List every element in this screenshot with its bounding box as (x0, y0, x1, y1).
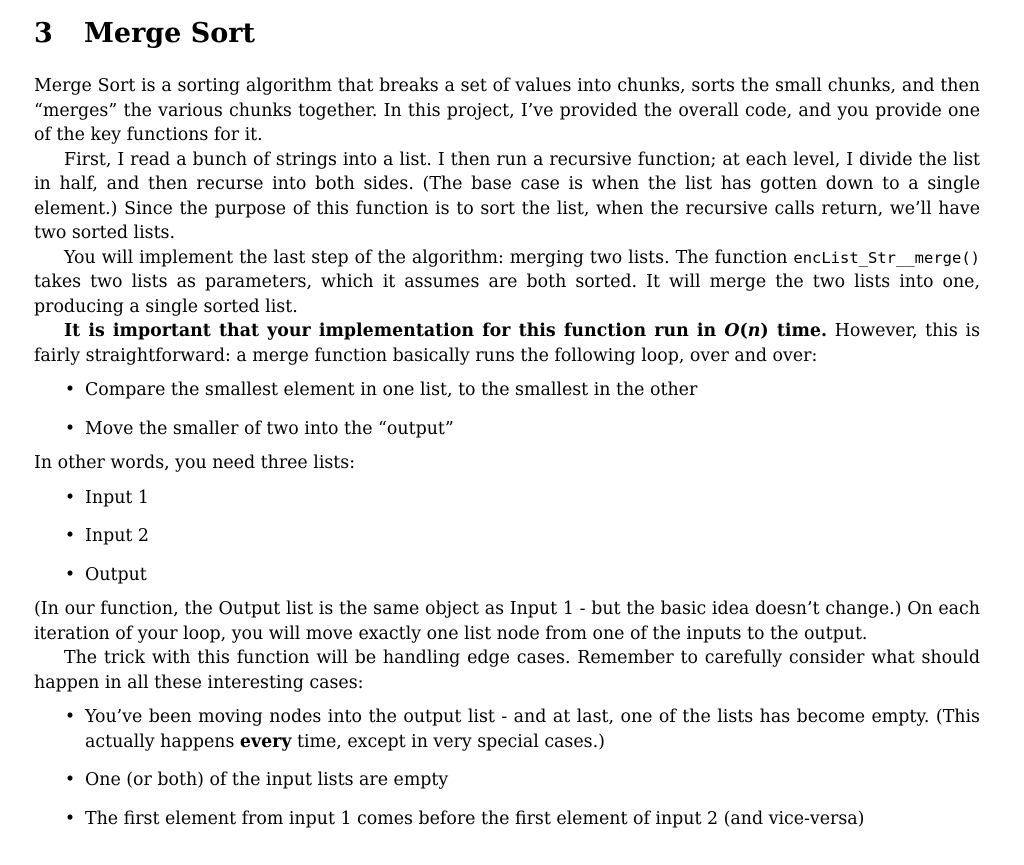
list-item (34, 705, 980, 754)
big-o-variable: n (747, 321, 761, 341)
big-o-open-paren: ( (739, 321, 748, 341)
section-number: 3 (34, 18, 53, 49)
bullet-icon: • (64, 418, 76, 439)
list-item (34, 378, 980, 403)
list-item-text: Output (85, 564, 147, 585)
document-page (34, 14, 980, 841)
bullet-icon: • (64, 487, 76, 508)
edge-cases-list (34, 705, 980, 831)
complexity-requirement (64, 321, 827, 341)
three-lists-list (34, 486, 980, 588)
bullet-icon: • (64, 526, 76, 546)
list-item (34, 524, 980, 549)
big-o-close-paren: ) (760, 321, 769, 341)
list-item-text: The first element from input 1 comes before the first element of input 2 (and vice-versa) (85, 808, 865, 829)
complexity-paragraph (34, 319, 980, 368)
list-item-text: Compare the smallest element in one list, to the smallest in the other (85, 380, 698, 400)
complexity-text-after: time. (768, 321, 827, 341)
edge-case-emphasis: every (239, 731, 292, 752)
big-o-notation (724, 321, 768, 341)
three-lists-intro: In other words, you need three lists: (34, 453, 356, 473)
recursion-paragraph: First, I read a bunch of strings into a list. I then run a recursive function; at each level, I divide the list in half, and then recurse into both sides. (The base case is when the list has gotten down to a single element.) Since the purpose of this function is to sort the list, when the recursive calls return, we’ll have two sorted lists. (34, 149, 980, 243)
edge-case-text-before: You’ve been moving nodes into the output list - and at last, one of the lists has become empty. (This actually happens (85, 707, 980, 752)
list-item (34, 768, 980, 793)
output-note-paragraph: (In our function, the Output list is the same object as Input 1 - but the basic idea doesn’t change.) On each iteration of your loop, you will move exactly one list node from one of the inputs to the output. (34, 599, 980, 644)
merge-task-paragraph (34, 246, 980, 320)
loop-steps-list (34, 378, 980, 441)
list-item (34, 417, 980, 442)
intro-paragraph: Merge Sort is a sorting algorithm that breaks a set of values into chunks, sorts the small chunks, and then “merges” the various chunks together. In this project, I’ve provided the overall code, and you provide one of the key functions for it. (34, 76, 980, 145)
edge-case-text-after: time, except in very special cases.) (291, 731, 605, 752)
list-item-text: One (or both) of the input lists are empty (85, 770, 449, 790)
complexity-followup: However, this is fairly straightforward: a merge function basically runs the following loop, over and over: (34, 321, 980, 366)
bullet-icon: • (64, 707, 76, 727)
complexity-text-before: It is important that your implementation for this function run in (64, 321, 725, 341)
bullet-icon: • (64, 380, 76, 400)
list-item-text: Input 1 (85, 487, 149, 508)
big-o-letter: O (724, 321, 740, 341)
edge-cases-intro: The trick with this function will be handling edge cases. Remember to carefully consider what should happen in all these interesting cases: (34, 648, 980, 693)
section-heading (34, 14, 980, 54)
section-title: Merge Sort (84, 18, 255, 49)
bullet-icon: • (64, 770, 76, 790)
list-item (34, 486, 980, 511)
list-item (34, 807, 980, 832)
merge-function-name: encList_Str__merge() (793, 248, 980, 267)
bullet-icon: • (64, 564, 76, 585)
merge-task-text-before: You will implement the last step of the algorithm: merging two lists. The function (64, 247, 794, 268)
list-item-text: Input 2 (85, 526, 149, 546)
list-item (34, 563, 980, 588)
list-item-text: Move the smaller of two into the “output” (85, 418, 454, 439)
bullet-icon: • (64, 808, 76, 829)
merge-task-text-after: takes two lists as parameters, which it assumes are both sorted. It will merge the two lists into one, producing a single sorted list. (34, 272, 980, 317)
